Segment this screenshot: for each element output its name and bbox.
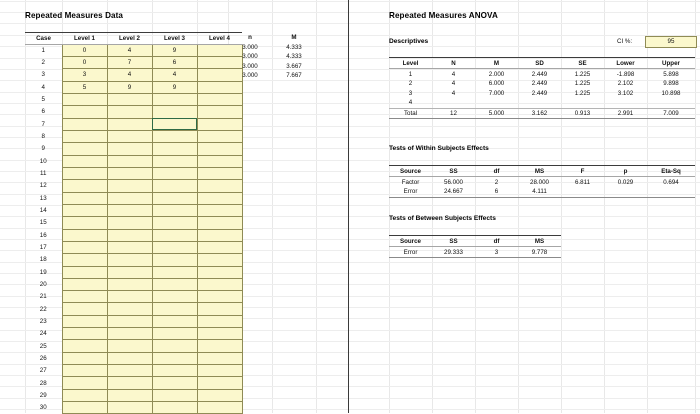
stat-cell: 7.009: [647, 108, 695, 119]
stat-cell: 5.898: [663, 70, 679, 78]
stat-cell: [561, 187, 604, 197]
col-header: df: [475, 236, 518, 247]
col-header-case[interactable]: Case: [25, 33, 62, 45]
within-subjects-header-row: [389, 166, 695, 177]
data-cell[interactable]: [62, 192, 107, 204]
stat-cell: 29.333: [432, 247, 475, 258]
summary-cell: 4.333: [286, 53, 302, 61]
data-cell[interactable]: [107, 402, 152, 414]
within-subjects-table: [389, 165, 695, 198]
table-row[interactable]: [25, 315, 242, 327]
data-cell[interactable]: [62, 266, 107, 278]
table-row[interactable]: [25, 365, 242, 377]
data-cell[interactable]: [197, 93, 242, 105]
stat-cell: [561, 98, 604, 108]
data-cell[interactable]: [197, 266, 242, 278]
table-row[interactable]: [25, 204, 242, 216]
data-cell[interactable]: [107, 340, 152, 352]
data-cell[interactable]: 3: [62, 69, 107, 81]
case-number-cell[interactable]: 26: [39, 354, 47, 362]
case-number-cell[interactable]: 23: [39, 317, 47, 325]
stat-cell: 1.225: [574, 80, 591, 88]
data-cell[interactable]: [107, 377, 152, 389]
case-number-cell[interactable]: 1: [41, 47, 45, 54]
stat-cell: 4.111: [518, 187, 561, 197]
data-cell[interactable]: 0: [62, 56, 107, 68]
data-cell[interactable]: [197, 254, 242, 266]
data-cell[interactable]: [197, 81, 242, 93]
data-cell[interactable]: [62, 352, 107, 364]
table-row[interactable]: [25, 192, 242, 204]
stat-cell: 2.991: [604, 108, 647, 119]
stat-cell: 4: [451, 80, 456, 88]
data-cell[interactable]: 4: [107, 44, 152, 56]
stat-cell: 6.811: [574, 178, 591, 186]
case-number-cell[interactable]: 27: [39, 367, 47, 375]
data-cell[interactable]: [152, 402, 197, 414]
case-number-cell[interactable]: 5: [41, 96, 45, 104]
table-row: [389, 89, 695, 99]
data-cell[interactable]: [107, 118, 152, 130]
table-row[interactable]: [25, 278, 242, 290]
data-cell[interactable]: [152, 328, 197, 340]
col-header-m: M: [291, 33, 297, 41]
stat-cell: [604, 187, 647, 197]
table-row: [389, 98, 695, 108]
stat-cell: 28.000: [530, 178, 549, 186]
data-cell[interactable]: [107, 303, 152, 315]
data-cell[interactable]: [107, 180, 152, 192]
descriptives-header-row: [389, 58, 695, 69]
stat-cell: 4: [451, 89, 456, 97]
col-header: Level: [389, 58, 432, 69]
data-cell[interactable]: [62, 180, 107, 192]
col-header: F: [561, 166, 604, 177]
data-cell[interactable]: [197, 167, 242, 179]
data-cell[interactable]: [152, 180, 197, 192]
data-cell[interactable]: 0: [62, 44, 107, 56]
data-cell[interactable]: [152, 167, 197, 179]
data-table-header-row: [25, 33, 242, 45]
data-cell[interactable]: [107, 365, 152, 377]
table-row[interactable]: [25, 241, 242, 253]
data-cell[interactable]: [107, 241, 152, 253]
stat-cell: 3.102: [617, 89, 634, 97]
table-row[interactable]: [25, 352, 242, 364]
data-cell[interactable]: [152, 266, 197, 278]
stat-cell: 3: [408, 89, 413, 97]
data-cell[interactable]: [107, 254, 152, 266]
data-cell[interactable]: [62, 229, 107, 241]
stat-cell: 0.029: [617, 178, 634, 186]
table-row[interactable]: [25, 389, 242, 401]
data-cell[interactable]: [152, 155, 197, 167]
case-summary-row: [228, 62, 316, 72]
data-cell[interactable]: [197, 278, 242, 290]
col-header: SS: [432, 236, 475, 247]
table-row[interactable]: [25, 291, 242, 303]
col-header: Source: [389, 236, 432, 247]
data-cell[interactable]: [152, 118, 197, 130]
data-cell[interactable]: [107, 352, 152, 364]
data-cell[interactable]: [62, 365, 107, 377]
col-header: MS: [518, 236, 561, 247]
case-number-cell[interactable]: 12: [39, 182, 47, 190]
case-number-cell[interactable]: 6: [41, 108, 45, 116]
stat-cell: [604, 98, 647, 108]
data-cell[interactable]: [62, 106, 107, 118]
case-number-cell[interactable]: 14: [39, 207, 47, 215]
case-number-cell[interactable]: 13: [39, 194, 47, 202]
case-number-cell[interactable]: 3: [41, 71, 45, 79]
case-number-cell[interactable]: 24: [39, 330, 47, 338]
data-cell[interactable]: [152, 130, 197, 142]
col-header: MS: [518, 166, 561, 177]
col-header-level-4[interactable]: Level 4: [197, 33, 242, 45]
data-cell[interactable]: [107, 130, 152, 142]
data-cell[interactable]: [197, 365, 242, 377]
data-cell[interactable]: [197, 328, 242, 340]
stat-cell: 1: [408, 70, 413, 78]
data-cell[interactable]: [197, 106, 242, 118]
table-row[interactable]: [25, 143, 242, 155]
data-cell[interactable]: [197, 155, 242, 167]
case-summary-row: [228, 42, 316, 52]
data-cell[interactable]: [107, 266, 152, 278]
data-cell[interactable]: [107, 192, 152, 204]
descriptives-heading: Descriptives: [389, 38, 429, 45]
ci-percent-label: CI %:: [617, 38, 633, 45]
case-summary-header-row: [228, 32, 316, 42]
col-header: SD: [518, 58, 561, 69]
data-cell[interactable]: 9: [152, 44, 197, 56]
data-cell[interactable]: [152, 229, 197, 241]
summary-cell: 3.667: [286, 62, 302, 70]
table-row[interactable]: [25, 69, 242, 81]
data-cell[interactable]: [62, 340, 107, 352]
table-row[interactable]: [25, 340, 242, 352]
col-header-level-1[interactable]: Level 1: [62, 33, 107, 45]
table-row[interactable]: [25, 266, 242, 278]
data-cell[interactable]: [152, 291, 197, 303]
case-summary-row: [228, 71, 316, 81]
data-cell[interactable]: [107, 389, 152, 401]
summary-cell: 3.000: [242, 53, 258, 61]
table-row[interactable]: [25, 328, 242, 340]
data-cell[interactable]: [197, 118, 242, 130]
data-cell[interactable]: [107, 143, 152, 155]
table-row[interactable]: [25, 217, 242, 229]
stat-cell: 9.898: [663, 80, 679, 88]
stat-cell: 10.898: [661, 89, 681, 97]
data-cell[interactable]: [152, 389, 197, 401]
table-row[interactable]: [25, 229, 242, 241]
case-number-cell[interactable]: 9: [41, 145, 45, 153]
data-cell[interactable]: [152, 106, 197, 118]
data-cell[interactable]: [152, 241, 197, 253]
table-row[interactable]: [25, 106, 242, 118]
table-row: [389, 79, 695, 89]
col-header: SS: [432, 166, 475, 177]
data-cell[interactable]: [62, 328, 107, 340]
data-cell[interactable]: [197, 389, 242, 401]
data-cell[interactable]: [152, 340, 197, 352]
data-cell[interactable]: [197, 402, 242, 414]
data-cell[interactable]: [152, 93, 197, 105]
case-number-cell[interactable]: 8: [41, 133, 45, 141]
data-cell[interactable]: [197, 130, 242, 142]
data-cell[interactable]: [197, 340, 242, 352]
data-cell[interactable]: [197, 352, 242, 364]
col-header: Source: [389, 166, 432, 177]
stat-cell: 2: [494, 178, 499, 186]
table-row: [389, 108, 695, 119]
stat-cell: [432, 98, 475, 108]
stat-cell: 2.000: [488, 70, 505, 78]
stat-cell: 0.694: [663, 178, 679, 186]
data-cell[interactable]: [197, 377, 242, 389]
col-header: df: [475, 166, 518, 177]
between-subjects-heading: Tests of Between Subjects Effects: [389, 215, 496, 222]
right-pane-title: Repeated Measures ANOVA: [389, 11, 498, 20]
case-number-cell[interactable]: 21: [39, 293, 47, 301]
left-pane-title: Repeated Measures Data: [25, 11, 124, 20]
summary-cell: 4.333: [286, 43, 302, 51]
data-cell[interactable]: [197, 303, 242, 315]
stat-cell: Error: [389, 187, 432, 197]
table-row[interactable]: [25, 93, 242, 105]
stat-cell: 3.162: [518, 108, 561, 119]
col-header-level-3[interactable]: Level 3: [152, 33, 197, 45]
case-summary-table: [228, 32, 316, 81]
data-cell[interactable]: [62, 143, 107, 155]
data-cell[interactable]: [152, 143, 197, 155]
data-cell[interactable]: 9: [107, 81, 152, 93]
table-row[interactable]: [25, 254, 242, 266]
data-cell[interactable]: [152, 303, 197, 315]
data-cell[interactable]: [107, 217, 152, 229]
data-cell[interactable]: [197, 229, 242, 241]
data-cell[interactable]: [152, 377, 197, 389]
col-header: p: [604, 166, 647, 177]
stat-cell: 5.000: [475, 108, 518, 119]
col-header-n: n: [248, 33, 252, 41]
data-cell[interactable]: [152, 204, 197, 216]
case-number-cell[interactable]: 28: [39, 379, 47, 387]
stat-cell: 24.667: [432, 187, 475, 197]
data-cell[interactable]: [152, 365, 197, 377]
stat-cell: 4: [389, 98, 432, 108]
ci-percent-input[interactable]: 95: [645, 36, 697, 48]
col-header: Lower: [604, 58, 647, 69]
data-cell[interactable]: [197, 204, 242, 216]
summary-cell: 3.000: [242, 62, 258, 70]
descriptives-table: [389, 57, 695, 119]
data-cell[interactable]: [197, 315, 242, 327]
table-row: [389, 69, 695, 79]
case-number-cell[interactable]: 17: [39, 244, 47, 251]
stat-cell: 9.778: [518, 247, 561, 258]
case-number-cell[interactable]: 15: [39, 219, 47, 227]
table-row: [389, 247, 561, 258]
table-row[interactable]: [25, 81, 242, 93]
case-number-cell[interactable]: 10: [39, 157, 47, 165]
data-cell[interactable]: [152, 192, 197, 204]
table-row: [389, 187, 695, 197]
stat-cell: 2.449: [531, 89, 548, 97]
data-cell[interactable]: [107, 328, 152, 340]
data-cell[interactable]: [62, 167, 107, 179]
stat-cell: 6.000: [488, 80, 505, 88]
stat-cell: Total: [389, 108, 432, 119]
case-number-cell[interactable]: 2: [41, 59, 45, 67]
data-cell[interactable]: [197, 143, 242, 155]
data-cell[interactable]: [62, 204, 107, 216]
case-number-cell[interactable]: 25: [39, 342, 47, 350]
case-summary-row: [228, 52, 316, 62]
stat-cell: 6: [475, 187, 518, 197]
case-number-cell[interactable]: 20: [39, 280, 47, 288]
within-subjects-heading: Tests of Within Subjects Effects: [389, 145, 489, 152]
data-cell[interactable]: 4: [152, 69, 197, 81]
stat-cell: 4: [451, 70, 456, 78]
case-number-cell[interactable]: 19: [39, 268, 47, 276]
data-cell[interactable]: [197, 291, 242, 303]
stat-cell: 1.225: [574, 70, 591, 78]
stat-cell: -1.898: [616, 70, 635, 78]
data-cell[interactable]: [62, 402, 107, 414]
data-cell[interactable]: [62, 377, 107, 389]
table-row[interactable]: [25, 56, 242, 68]
summary-cell: 3.000: [242, 72, 258, 80]
table-row[interactable]: [25, 155, 242, 167]
data-cell[interactable]: [197, 217, 242, 229]
summary-cell: 7.667: [286, 72, 302, 80]
col-header: Eta-Sq: [647, 166, 695, 177]
table-row[interactable]: [25, 118, 242, 130]
stat-cell: 3: [475, 247, 518, 258]
table-row[interactable]: [25, 44, 242, 56]
data-cell[interactable]: [62, 130, 107, 142]
data-cell[interactable]: [62, 155, 107, 167]
case-number-cell[interactable]: 30: [39, 404, 47, 412]
table-row[interactable]: [25, 180, 242, 192]
data-cell[interactable]: [62, 93, 107, 105]
stat-cell: 56.000: [444, 178, 463, 186]
data-cell[interactable]: [107, 93, 152, 105]
case-number-cell[interactable]: 18: [39, 256, 47, 264]
stat-cell: Error: [389, 247, 432, 258]
table-row[interactable]: [25, 402, 242, 414]
stat-cell: 1.225: [574, 89, 591, 97]
stat-cell: 2: [408, 80, 413, 88]
summary-cell: 3.000: [242, 43, 258, 51]
stat-cell: [647, 98, 695, 108]
data-cell[interactable]: [107, 278, 152, 290]
col-header-level-2[interactable]: Level 2: [107, 33, 152, 45]
stat-cell: 2.449: [531, 70, 548, 78]
table-row[interactable]: [25, 303, 242, 315]
data-cell[interactable]: 6: [152, 56, 197, 68]
data-cell[interactable]: [152, 254, 197, 266]
case-number-cell[interactable]: 11: [40, 170, 47, 178]
data-cell[interactable]: [197, 180, 242, 192]
data-cell[interactable]: [152, 352, 197, 364]
repeated-measures-data-table[interactable]: [25, 32, 243, 414]
table-row[interactable]: [25, 167, 242, 179]
data-cell[interactable]: [62, 291, 107, 303]
stat-cell: 0.913: [561, 108, 604, 119]
between-subjects-table: [389, 235, 561, 258]
data-cell[interactable]: [62, 217, 107, 229]
stat-cell: [647, 187, 695, 197]
between-subjects-header-row: [389, 236, 561, 247]
stat-cell: Factor: [401, 178, 420, 186]
stat-cell: 12: [432, 108, 475, 119]
data-cell[interactable]: [107, 315, 152, 327]
stat-cell: [475, 98, 518, 108]
data-cell[interactable]: [107, 291, 152, 303]
stat-cell: 7.000: [488, 89, 505, 97]
stat-cell: 2.449: [531, 80, 548, 88]
data-cell[interactable]: [62, 389, 107, 401]
col-header: N: [432, 58, 475, 69]
case-number-cell[interactable]: 7: [41, 120, 45, 128]
stat-cell: [518, 98, 561, 108]
col-header: Upper: [647, 58, 695, 69]
data-cell[interactable]: [107, 106, 152, 118]
data-cell[interactable]: [152, 278, 197, 290]
data-cell[interactable]: [107, 167, 152, 179]
data-cell[interactable]: [152, 217, 197, 229]
data-cell[interactable]: [107, 204, 152, 216]
data-cell[interactable]: [62, 278, 107, 290]
data-cell[interactable]: 7: [107, 56, 152, 68]
data-cell[interactable]: [107, 229, 152, 241]
data-cell[interactable]: [62, 254, 107, 266]
data-cell[interactable]: [197, 241, 242, 253]
col-header: SE: [561, 58, 604, 69]
table-row[interactable]: [25, 377, 242, 389]
data-cell[interactable]: [107, 155, 152, 167]
data-cell[interactable]: 5: [62, 81, 107, 93]
table-row: [389, 177, 695, 187]
data-cell[interactable]: [197, 192, 242, 204]
case-number-cell[interactable]: 16: [39, 231, 47, 239]
data-cell[interactable]: 9: [152, 81, 197, 93]
data-cell[interactable]: [62, 241, 107, 253]
data-cell[interactable]: [62, 118, 107, 130]
col-header: M: [475, 58, 518, 69]
case-number-cell[interactable]: 4: [41, 83, 45, 91]
data-cell[interactable]: [62, 315, 107, 327]
data-cell[interactable]: 4: [107, 69, 152, 81]
stat-cell: 2.102: [617, 80, 634, 88]
case-number-cell[interactable]: 29: [39, 391, 47, 399]
case-number-cell[interactable]: 22: [39, 305, 47, 313]
data-cell[interactable]: [62, 303, 107, 315]
pane-divider: [348, 0, 349, 413]
data-cell[interactable]: [152, 315, 197, 327]
table-row[interactable]: [25, 130, 242, 142]
